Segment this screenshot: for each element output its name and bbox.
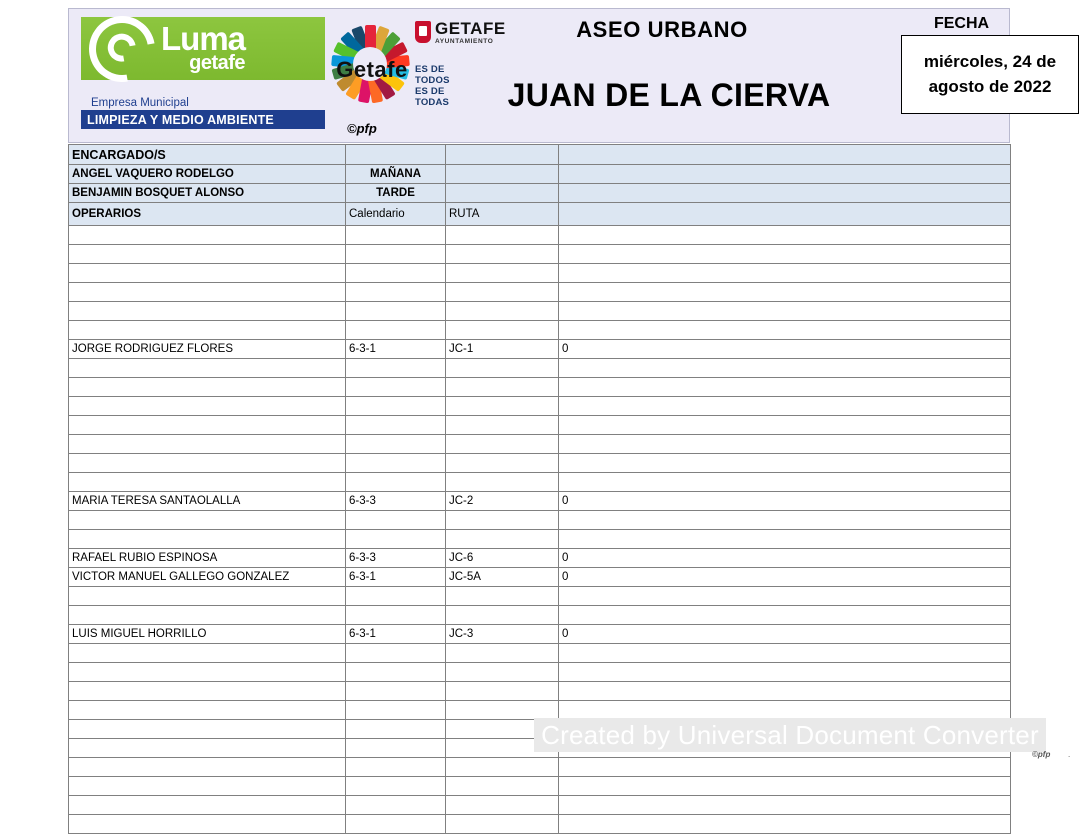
operario-extra — [559, 435, 1011, 454]
operario-extra — [559, 606, 1011, 625]
encargados-header-c4 — [559, 145, 1011, 165]
operario-extra — [559, 416, 1011, 435]
operario-nombre — [69, 796, 346, 815]
pfp-copyright-mark: ©pfp — [347, 121, 377, 136]
operario-ruta — [446, 283, 559, 302]
operario-ruta — [446, 378, 559, 397]
operario-calendario — [346, 302, 446, 321]
operario-ruta — [446, 511, 559, 530]
operario-extra — [559, 245, 1011, 264]
footer-dot: . — [1068, 750, 1071, 759]
table-row — [69, 435, 1011, 454]
operario-ruta — [446, 264, 559, 283]
operario-calendario — [346, 283, 446, 302]
operario-calendario — [346, 264, 446, 283]
operario-calendario — [346, 663, 446, 682]
operarios-header-extra — [559, 203, 1011, 226]
getafe-slogan-line2: ES DE TODAS — [415, 85, 450, 108]
operario-nombre — [69, 435, 346, 454]
operario-ruta — [446, 454, 559, 473]
operario-extra — [559, 644, 1011, 663]
limpieza-medio-ambiente-bar: LIMPIEZA Y MEDIO AMBIENTE — [81, 110, 325, 129]
page-title: JUAN DE LA CIERVA — [507, 77, 831, 113]
luma-getafe-logo — [69, 9, 329, 144]
operario-nombre — [69, 245, 346, 264]
operario-extra: 0 — [559, 625, 1011, 644]
operario-calendario — [346, 701, 446, 720]
operario-calendario — [346, 644, 446, 663]
operario-nombre — [69, 530, 346, 549]
operario-nombre — [69, 758, 346, 777]
operario-ruta — [446, 663, 559, 682]
encargado-col3 — [446, 184, 559, 203]
table-row — [69, 530, 1011, 549]
operario-extra — [559, 815, 1011, 834]
operario-extra — [559, 701, 1011, 720]
encargado-turno: MAÑANA — [346, 165, 446, 184]
operario-calendario — [346, 796, 446, 815]
encargado-col4 — [559, 165, 1011, 184]
operario-ruta: JC-5A — [446, 568, 559, 587]
operario-ruta: JC-1 — [446, 340, 559, 359]
operario-extra — [559, 530, 1011, 549]
fecha-label: FECHA — [933, 15, 990, 32]
table-row — [69, 184, 1011, 203]
operario-nombre — [69, 302, 346, 321]
table-row — [69, 701, 1011, 720]
table-row — [69, 302, 1011, 321]
operario-calendario — [346, 777, 446, 796]
table-row — [69, 682, 1011, 701]
operario-ruta — [446, 701, 559, 720]
table-row — [69, 454, 1011, 473]
operario-ruta — [446, 226, 559, 245]
operario-extra — [559, 511, 1011, 530]
operario-extra — [559, 473, 1011, 492]
operario-extra — [559, 663, 1011, 682]
table-row — [69, 492, 1011, 511]
table-row — [69, 815, 1011, 834]
table-row — [69, 226, 1011, 245]
operario-ruta — [446, 587, 559, 606]
empresa-municipal-label: Empresa Municipal — [91, 97, 189, 109]
operario-ruta — [446, 245, 559, 264]
encargados-header-label: ENCARGADO/S — [69, 145, 346, 165]
footer-pfp-mark: ©pfp — [1032, 750, 1051, 759]
operario-calendario: 6-3-1 — [346, 568, 446, 587]
table-row — [69, 416, 1011, 435]
operario-nombre — [69, 720, 346, 739]
operario-extra — [559, 359, 1011, 378]
operario-extra — [559, 758, 1011, 777]
fecha-value: miércoles, 24 de agosto de 2022 — [901, 35, 1079, 114]
operario-calendario — [346, 530, 446, 549]
operario-calendario — [346, 359, 446, 378]
operario-nombre — [69, 511, 346, 530]
operario-nombre — [69, 378, 346, 397]
operario-ruta — [446, 644, 559, 663]
table-row — [69, 758, 1011, 777]
operario-ruta — [446, 777, 559, 796]
table-row — [69, 511, 1011, 530]
operario-ruta — [446, 435, 559, 454]
operario-extra: 0 — [559, 492, 1011, 511]
getafe-crest-name: GETAFE — [435, 19, 506, 38]
table-row — [69, 568, 1011, 587]
operario-extra — [559, 796, 1011, 815]
calendario-header-label: Calendario — [346, 203, 446, 226]
encargado-nombre: ANGEL VAQUERO RODELGO — [69, 165, 346, 184]
operario-calendario — [346, 321, 446, 340]
operario-extra — [559, 378, 1011, 397]
operario-nombre — [69, 359, 346, 378]
operario-calendario — [346, 739, 446, 758]
luma-subname: getafe — [189, 52, 246, 75]
operario-calendario — [346, 473, 446, 492]
operario-extra — [559, 321, 1011, 340]
operario-nombre — [69, 701, 346, 720]
operario-nombre — [69, 777, 346, 796]
operario-calendario — [346, 435, 446, 454]
operario-nombre: JORGE RODRIGUEZ FLORES — [69, 340, 346, 359]
operario-extra — [559, 264, 1011, 283]
luma-swirl-icon — [76, 3, 168, 95]
operario-nombre — [69, 587, 346, 606]
table-row — [69, 264, 1011, 283]
operario-nombre — [69, 663, 346, 682]
operario-calendario — [346, 720, 446, 739]
operario-ruta: JC-2 — [446, 492, 559, 511]
operario-ruta — [446, 606, 559, 625]
operario-nombre — [69, 264, 346, 283]
table-row — [69, 473, 1011, 492]
table-row — [69, 245, 1011, 264]
operario-nombre: VICTOR MANUEL GALLEGO GONZALEZ — [69, 568, 346, 587]
encargado-col4 — [559, 184, 1011, 203]
operario-extra — [559, 682, 1011, 701]
getafe-slogan-line1: ES DE TODOS — [415, 64, 450, 86]
operario-extra — [559, 226, 1011, 245]
operario-ruta — [446, 682, 559, 701]
getafe-wordmark: Getafe — [336, 57, 408, 82]
table-row — [69, 606, 1011, 625]
operario-ruta — [446, 530, 559, 549]
encargado-turno: TARDE — [346, 184, 446, 203]
operario-nombre — [69, 321, 346, 340]
table-row — [69, 549, 1011, 568]
table-row — [69, 777, 1011, 796]
operario-extra: 0 — [559, 340, 1011, 359]
operario-calendario — [346, 245, 446, 264]
operario-calendario — [346, 815, 446, 834]
operario-extra — [559, 587, 1011, 606]
operario-nombre — [69, 416, 346, 435]
encargado-nombre: BENJAMIN BOSQUET ALONSO — [69, 184, 346, 203]
operario-calendario: 6-3-1 — [346, 340, 446, 359]
encargado-col3 — [446, 165, 559, 184]
operario-nombre — [69, 815, 346, 834]
table-row — [69, 625, 1011, 644]
operario-ruta — [446, 796, 559, 815]
operario-nombre — [69, 397, 346, 416]
operario-calendario — [346, 378, 446, 397]
encargados-header-c3 — [446, 145, 559, 165]
operario-ruta — [446, 397, 559, 416]
operario-extra — [559, 777, 1011, 796]
table-row — [69, 283, 1011, 302]
operario-extra — [559, 454, 1011, 473]
operario-calendario — [346, 758, 446, 777]
operario-nombre — [69, 739, 346, 758]
operario-ruta — [446, 359, 559, 378]
operario-nombre — [69, 226, 346, 245]
luma-logo-box — [81, 17, 325, 80]
table-row — [69, 587, 1011, 606]
watermark-banner: Created by Universal Document Converter — [534, 718, 1046, 752]
operario-calendario — [346, 606, 446, 625]
operario-ruta — [446, 416, 559, 435]
operario-calendario: 6-3-3 — [346, 492, 446, 511]
table-row — [69, 321, 1011, 340]
table-row — [69, 397, 1011, 416]
encargados-header-c2 — [346, 145, 446, 165]
document-header — [68, 8, 1057, 143]
operario-extra: 0 — [559, 549, 1011, 568]
operario-nombre — [69, 454, 346, 473]
operario-extra — [559, 397, 1011, 416]
operario-nombre — [69, 283, 346, 302]
aseo-urbano-title: ASEO URBANO — [576, 17, 748, 42]
operario-ruta: JC-3 — [446, 625, 559, 644]
operario-nombre — [69, 473, 346, 492]
operario-calendario — [346, 682, 446, 701]
table-row — [69, 378, 1011, 397]
operario-calendario — [346, 226, 446, 245]
table-row — [69, 644, 1011, 663]
operario-ruta — [446, 321, 559, 340]
luma-name: Luma — [161, 20, 246, 58]
operario-nombre — [69, 682, 346, 701]
operario-extra: 0 — [559, 568, 1011, 587]
table-row-encargados-header — [69, 145, 1011, 165]
operario-calendario: 6-3-3 — [346, 549, 446, 568]
table-row — [69, 359, 1011, 378]
operario-nombre — [69, 606, 346, 625]
operario-ruta — [446, 302, 559, 321]
getafe-crest-icon — [415, 21, 431, 43]
operario-extra — [559, 302, 1011, 321]
operario-nombre: LUIS MIGUEL HORRILLO — [69, 625, 346, 644]
table-row — [69, 165, 1011, 184]
operario-calendario — [346, 454, 446, 473]
operario-nombre: MARIA TERESA SANTAOLALLA — [69, 492, 346, 511]
operario-ruta: JC-6 — [446, 549, 559, 568]
luma-wordmark — [161, 20, 246, 75]
operario-ruta — [446, 815, 559, 834]
table-row — [69, 796, 1011, 815]
operario-calendario — [346, 397, 446, 416]
operario-calendario: 6-3-1 — [346, 625, 446, 644]
operarios-header-label: OPERARIOS — [69, 203, 346, 226]
operario-calendario — [346, 587, 446, 606]
operario-calendario — [346, 416, 446, 435]
operario-calendario — [346, 511, 446, 530]
operario-ruta — [446, 473, 559, 492]
ruta-header-label: RUTA — [446, 203, 559, 226]
operario-nombre — [69, 644, 346, 663]
table-row — [69, 340, 1011, 359]
table-row-operarios-header — [69, 203, 1011, 226]
operario-nombre: RAFAEL RUBIO ESPINOSA — [69, 549, 346, 568]
operario-ruta — [446, 758, 559, 777]
table-row — [69, 663, 1011, 682]
operario-extra — [559, 283, 1011, 302]
getafe-ayuntamiento-label: AYUNTAMIENTO — [435, 38, 494, 45]
